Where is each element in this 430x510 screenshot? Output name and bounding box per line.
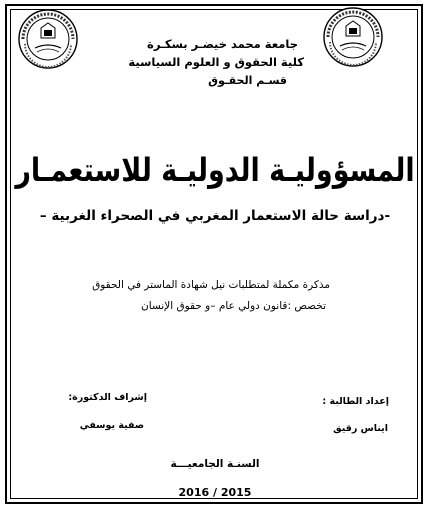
- thesis-subtitle: -دراسة حالة الاستعمار المغربي في الصحراء الغربية –: [39, 208, 391, 224]
- university-seal-icon: [322, 6, 384, 68]
- faculty-name: كلية الحقوق و العلوم السياسية: [128, 55, 304, 69]
- academic-year: 2016 / 2015: [178, 486, 252, 499]
- thesis-title: المسؤوليـة الدوليـة للاستعمـار: [15, 152, 415, 190]
- university-seal-icon: [17, 8, 79, 70]
- supervisor-label: إشراف الدكتورة:: [68, 392, 147, 403]
- specialization: تخصص :قانون دولي عام –و حقوق الإنسان: [141, 300, 326, 312]
- supervisor-name: صفية يوسفي: [79, 420, 144, 431]
- university-name: جامعة محمد خيضـر بسكـرة: [147, 37, 298, 51]
- student-name: ايناس رقيق: [333, 423, 388, 434]
- memo-description: مذكرة مكملة لمتطلبات نيل شهادة الماستر في الحقوق: [92, 279, 330, 291]
- department-name: قسـم الحقـوق: [208, 74, 287, 87]
- prepared-by-label: إعداد الطالبة :: [322, 396, 389, 407]
- academic-year-label: السنـة الجامعيـــة: [170, 458, 260, 470]
